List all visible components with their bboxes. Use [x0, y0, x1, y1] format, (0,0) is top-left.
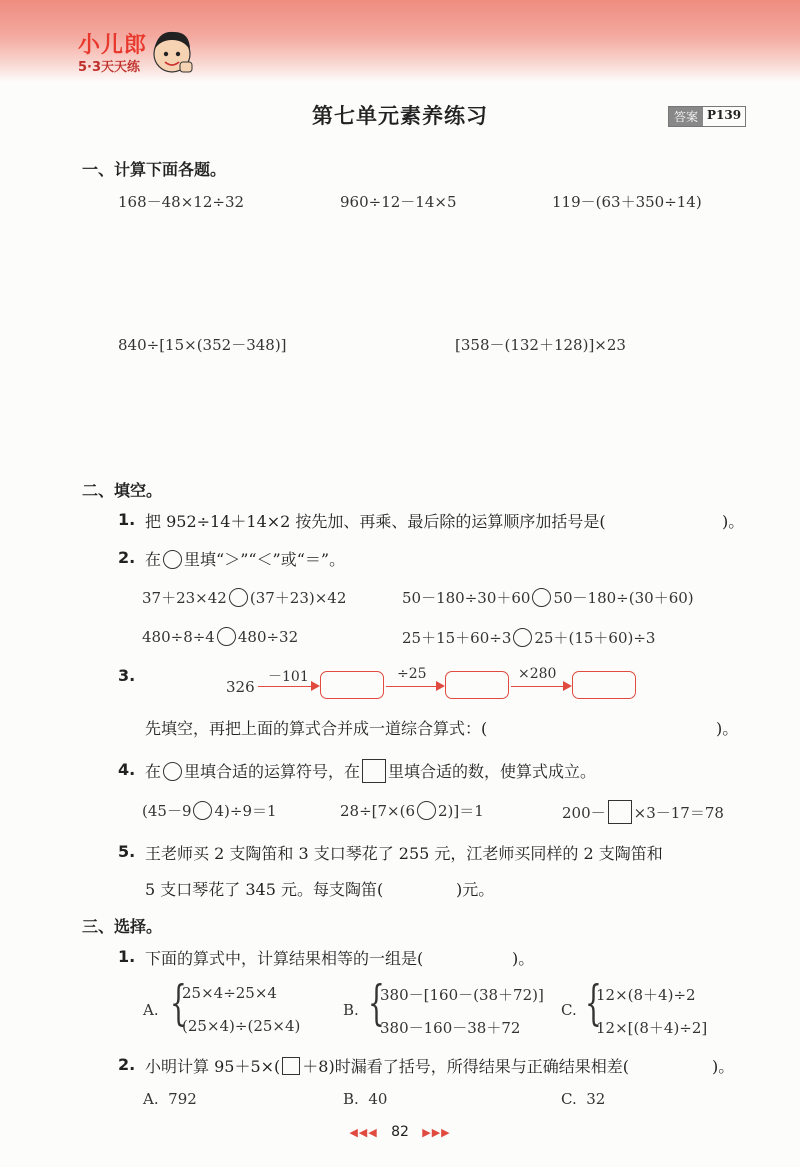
compare-right: (37＋23)×42 [249, 589, 347, 607]
answer-label: 答案 [669, 107, 703, 126]
page-title: 第七单元素养练习 [312, 104, 488, 128]
option-b-label[interactable]: B. [343, 1001, 359, 1019]
fill-q4-p3: 里填合适的数，使算式成立。 [388, 762, 597, 781]
number-box-icon [362, 759, 386, 783]
brand-name: 小儿郎 [78, 33, 148, 58]
compare-item-3 [142, 627, 298, 646]
flow-box-2[interactable] [445, 671, 509, 699]
brand-series: 5·3天天练 [78, 60, 141, 75]
page-footer [0, 1124, 800, 1140]
answer-tag [668, 106, 746, 127]
choice-q1-close: )。 [512, 949, 535, 968]
option-a-bottom: (25×4)÷(25×4) [182, 1017, 301, 1035]
flow-arrow-2 [386, 686, 443, 687]
option-c-bottom: 12×[(8＋4)÷2] [596, 1019, 708, 1037]
calc-problem-3: 119－(63＋350÷14) [552, 193, 702, 211]
operator-circle-icon [163, 762, 182, 781]
mascot-icon [150, 26, 196, 78]
option-a-label[interactable]: A. [143, 1001, 159, 1019]
fill-q5-line2: 5 支口琴花了 345 元。每支陶笛( [145, 880, 384, 899]
fill-q2-text [145, 547, 345, 570]
fill-q4-number: 4. [118, 760, 136, 779]
calc-problem-4: 840÷[15×(352－348)] [118, 336, 287, 354]
calc-problem-2: 960÷12－14×5 [340, 193, 457, 211]
brace-b: { [368, 975, 385, 1031]
answer-circle[interactable] [229, 588, 248, 607]
fill-q1-text: 把 952÷14＋14×2 按先加、再乘、最后除的运算顺序加括号是( [145, 512, 606, 531]
section1-heading: 一、计算下面各题。 [82, 160, 227, 179]
answer-circle[interactable] [217, 627, 236, 646]
option-c-top: 12×(8＋4)÷2 [596, 986, 696, 1004]
fill-q1-close: )。 [722, 512, 745, 531]
answer-page: P139 [707, 108, 742, 122]
fill-q3-close: )。 [716, 719, 739, 738]
prev-triangles-icon: ◀◀◀ [349, 1126, 378, 1139]
equation-part: ×3－17＝78 [633, 804, 724, 822]
calc-problem-1: 168－48×12÷32 [118, 193, 245, 211]
compare-left: 480÷8÷4 [142, 628, 215, 646]
flow-arrow-1 [258, 686, 318, 687]
flow-op2: ÷25 [397, 666, 427, 682]
choice-q2-close: )。 [712, 1057, 735, 1076]
choice-q2-part2: ＋8)时漏看了括号，所得结果与正确结果相差( [302, 1057, 629, 1076]
option-label: A. [143, 1090, 159, 1108]
answer-circle[interactable] [513, 628, 532, 647]
option-label: B. [343, 1090, 359, 1108]
compare-circle-icon [163, 550, 182, 569]
choice-q2-text [145, 1054, 629, 1077]
fill-q5-close: )元。 [456, 880, 495, 899]
compare-right: 480÷32 [237, 628, 299, 646]
answer-circle[interactable] [532, 588, 551, 607]
fill-q4-p1: 在 [145, 762, 162, 781]
compare-left: 37＋23×42 [142, 589, 227, 607]
flow-box-3[interactable] [572, 671, 636, 699]
equation-3 [562, 800, 724, 824]
fill-q2-pre: 在 [145, 550, 162, 569]
flow-op1: －101 [268, 669, 309, 685]
option-2a[interactable] [143, 1090, 197, 1108]
choice-q2-number: 2. [118, 1055, 136, 1074]
calc-problem-5: [358－(132＋128)]×23 [455, 336, 626, 354]
option-label: C. [561, 1090, 577, 1108]
fill-q4-p2: 里填合适的运算符号，在 [184, 762, 361, 781]
operator-circle[interactable] [417, 801, 436, 820]
option-value: 40 [368, 1090, 388, 1108]
equation-2 [340, 800, 484, 821]
fill-q3-text: 先填空，再把上面的算式合并成一道综合算式：( [145, 719, 488, 738]
page-number: 82 [391, 1124, 409, 1140]
equation-part: 2)]＝1 [438, 802, 484, 820]
option-value: 792 [168, 1090, 197, 1108]
brace-a: { [170, 975, 187, 1031]
option-c-label[interactable]: C. [561, 1001, 577, 1019]
compare-right: 50－180÷(30＋60) [553, 589, 694, 607]
choice-q2-part1: 小明计算 95＋5×( [145, 1057, 281, 1076]
option-b-top: 380－[160－(38＋72)] [380, 986, 544, 1004]
fill-q2-number: 2. [118, 548, 136, 567]
fill-q2-post: 里填“＞”“＜”或“＝”。 [184, 550, 346, 569]
equation-1 [142, 800, 277, 821]
fill-q1-number: 1. [118, 510, 136, 529]
equation-part: 200－ [562, 804, 606, 822]
number-box[interactable] [608, 800, 632, 824]
section3-heading: 三、选择。 [82, 917, 163, 936]
fill-q3-number: 3. [118, 666, 136, 685]
fill-q5-number: 5. [118, 842, 136, 861]
choice-q1-text: 下面的算式中，计算结果相等的一组是( [145, 949, 424, 968]
choice-q1-number: 1. [118, 947, 136, 966]
section2-heading: 二、填空。 [82, 481, 163, 500]
option-2b[interactable] [343, 1090, 387, 1108]
next-triangles-icon: ▶▶▶ [422, 1126, 451, 1139]
option-b-bottom: 380－160－38＋72 [380, 1019, 521, 1037]
equation-part: 4)÷9＝1 [214, 802, 277, 820]
compare-item-1 [142, 587, 346, 608]
fill-q4-text [145, 759, 596, 783]
brace-c: { [585, 975, 602, 1031]
flow-start: 326 [226, 678, 255, 696]
flow-box-1[interactable] [320, 671, 384, 699]
compare-item-4 [402, 627, 655, 648]
compare-left: 25＋15＋60÷3 [402, 629, 512, 647]
operator-circle[interactable] [193, 801, 212, 820]
option-2c[interactable] [561, 1090, 605, 1108]
option-a-top: 25×4÷25×4 [182, 984, 277, 1002]
option-value: 32 [586, 1090, 606, 1108]
equation-part: (45－9 [142, 802, 192, 820]
unknown-box-icon [282, 1057, 300, 1075]
flow-arrow-3 [511, 686, 570, 687]
flow-op3: ×280 [518, 666, 557, 682]
compare-left: 50－180÷30＋60 [402, 589, 531, 607]
equation-part: 28÷[7×(6 [340, 802, 416, 820]
fill-q5-line1: 王老师买 2 支陶笛和 3 支口琴花了 255 元，江老师买同样的 2 支陶笛和 [145, 844, 663, 863]
compare-right: 25＋(15＋60)÷3 [534, 629, 656, 647]
compare-item-2 [402, 587, 694, 608]
